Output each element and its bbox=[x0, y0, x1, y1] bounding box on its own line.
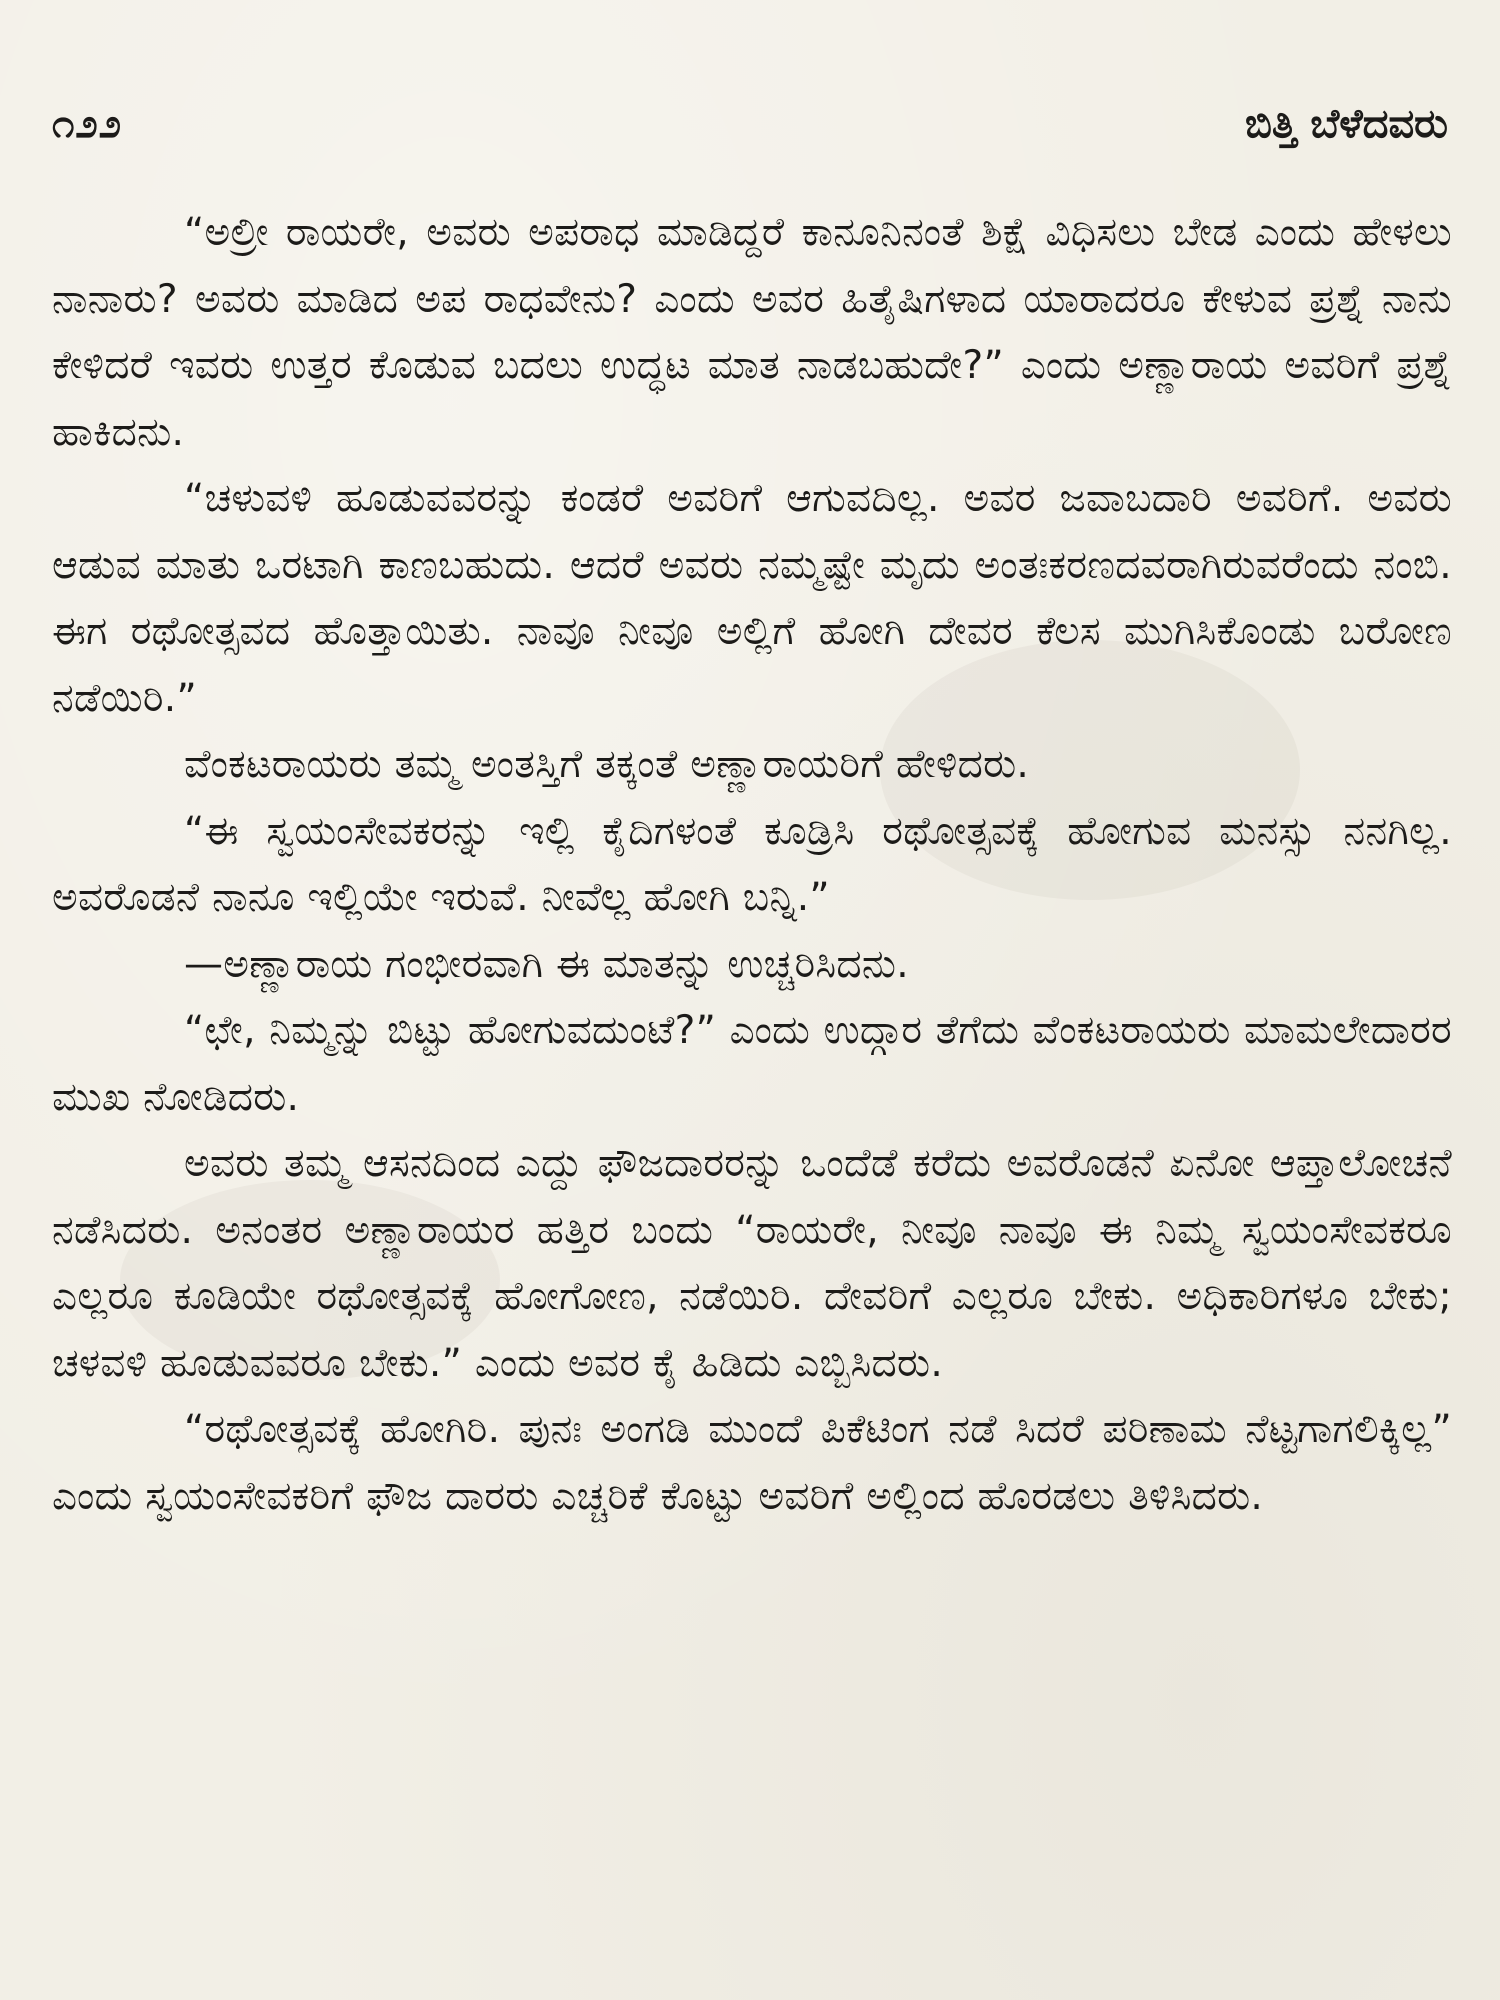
paragraph: “ಛೇ, ನಿಮ್ಮನ್ನು ಬಿಟ್ಟು ಹೋಗುವದುಂಟೆ?” ಎಂದು ಉದ್ಗಾರ ತೆಗೆದು ವೆಂಕಟರಾಯರು ಮಾಮಲೇದಾರರ ಮುಖ ನೋಡಿದರು. bbox=[52, 1008, 1452, 1120]
running-title: ಬಿತ್ತಿ ಬೆಳೆದವರು bbox=[1244, 101, 1448, 147]
paragraph: “ಅಲ್ರೀ ರಾಯರೇ, ಅವರು ಅಪರಾಧ ಮಾಡಿದ್ದರೆ ಕಾನೂನಿನಂತೆ ಶಿಕ್ಷೆ ವಿಧಿಸಲು ಬೇಡ ಎಂದು ಹೇಳಲು ನಾನಾರು? ಅವರು ಮಾಡಿದ ಅಪ ರಾಧವೇನು? ಎಂದು ಅವರ ಹಿತೈಷಿಗಳಾದ ಯಾರಾದರೂ ಕೇಳುವ ಪ್ರಶ್ನೆ ನಾನು ಕೇಳಿದರೆ ಇವರು ಉತ್ತರ ಕೊಡುವ ಬದಲು ಉದ್ಧಟ ಮಾತ ನಾಡಬಹುದೇ?” ಎಂದು ಅಣ್ಣಾರಾಯ ಅವರಿಗೆ ಪ್ರಶ್ನೆ ಹಾಕಿದನು. bbox=[52, 210, 1452, 455]
paragraph: —ಅಣ್ಣಾರಾಯ ಗಂಭೀರವಾಗಿ ಈ ಮಾತನ್ನು ಉಚ್ಚರಿಸಿದನು. bbox=[184, 941, 909, 987]
paragraph: “ಚಳುವಳಿ ಹೂಡುವವರನ್ನು ಕಂಡರೆ ಅವರಿಗೆ ಆಗುವದಿಲ್ಲ. ಅವರ ಜವಾಬದಾರಿ ಅವರಿಗೆ. ಅವರು ಆಡುವ ಮಾತು ಒರಟಾಗಿ ಕಾಣಬಹುದು. ಆದರೆ ಅವರು ನಮ್ಮಷ್ಟೇ ಮೃದು ಅಂತಃಕರಣದವರಾಗಿರುವರೆಂದು ನಂಬಿ. ಈಗ ರಥೋತ್ಸವದ ಹೊತ್ತಾಯಿತು. ನಾವೂ ನೀವೂ ಅಲ್ಲಿಗೆ ಹೋಗಿ ದೇವರ ಕೆಲಸ ಮುಗಿಸಿಕೊಂಡು ಬರೋಣ ನಡೆಯಿರಿ.” bbox=[52, 476, 1452, 721]
paragraph: ವೆಂಕಟರಾಯರು ತಮ್ಮ ಅಂತಸ್ತಿಗೆ ತಕ್ಕಂತೆ ಅಣ್ಣಾರಾಯರಿಗೆ ಹೇಳಿದರು. bbox=[184, 742, 1030, 787]
paragraph: ಅವರು ತಮ್ಮ ಆಸನದಿಂದ ಎದ್ದು ಫೌಜದಾರರನ್ನು ಒಂದೆಡೆ ಕರೆದು ಅವರೊಡನೆ ಏನೋ ಆಪ್ತಾಲೋಚನೆ ನಡೆಸಿದರು. ಅನಂತರ ಅಣ್ಣಾರಾಯರ ಹತ್ತಿರ ಬಂದು “ರಾಯರೇ, ನೀವೂ ನಾವೂ ಈ ನಿಮ್ಮ ಸ್ವಯಂಸೇವಕರೂ ಎಲ್ಲರೂ ಕೂಡಿಯೇ ರಥೋತ್ಸವಕ್ಕೆ ಹೋಗೋಣ, ನಡೆಯಿರಿ. ದೇವರಿಗೆ ಎಲ್ಲರೂ ಬೇಕು. ಅಧಿಕಾರಿಗಳೂ ಬೇಕು; ಚಳವಳಿ ಹೂಡುವವರೂ ಬೇಕು.” ಎಂದು ಅವರ ಕೈ ಹಿಡಿದು ಎಬ್ಬಿಸಿದರು. bbox=[52, 1141, 1452, 1386]
paragraph: “ಈ ಸ್ವಯಂಸೇವಕರನ್ನು ಇಲ್ಲಿ ಕೈದಿಗಳಂತೆ ಕೂಡ್ರಿಸಿ ರಥೋತ್ಸವಕ್ಕೆ ಹೋಗುವ ಮನಸ್ಸು ನನಗಿಲ್ಲ. ಅವರೊಡನೆ ನಾನೂ ಇಲ್ಲಿಯೇ ಇರುವೆ. ನೀವೆಲ್ಲ ಹೋಗಿ ಬನ್ನಿ.” bbox=[52, 808, 1452, 920]
paragraph: “ರಥೋತ್ಸವಕ್ಕೆ ಹೋಗಿರಿ. ಪುನಃ ಅಂಗಡಿ ಮುಂದೆ ಪಿಕೆಟಿಂಗ ನಡೆ ಸಿದರೆ ಪರಿಣಾಮ ನೆಟ್ಟಗಾಗಲಿಕ್ಕಿಲ್ಲ” ಎಂದು ಸ್ವಯಂಸೇವಕರಿಗೆ ಫೌಜ ದಾರರು ಎಚ್ಚರಿಕೆ ಕೊಟ್ಟು ಅವರಿಗೆ ಅಲ್ಲಿಂದ ಹೊರಡಲು ತಿಳಿಸಿದರು. bbox=[52, 1407, 1452, 1519]
page-header bbox=[52, 96, 1448, 152]
page-number: ೧೨೨ bbox=[52, 101, 123, 147]
body-text bbox=[52, 200, 1452, 1530]
